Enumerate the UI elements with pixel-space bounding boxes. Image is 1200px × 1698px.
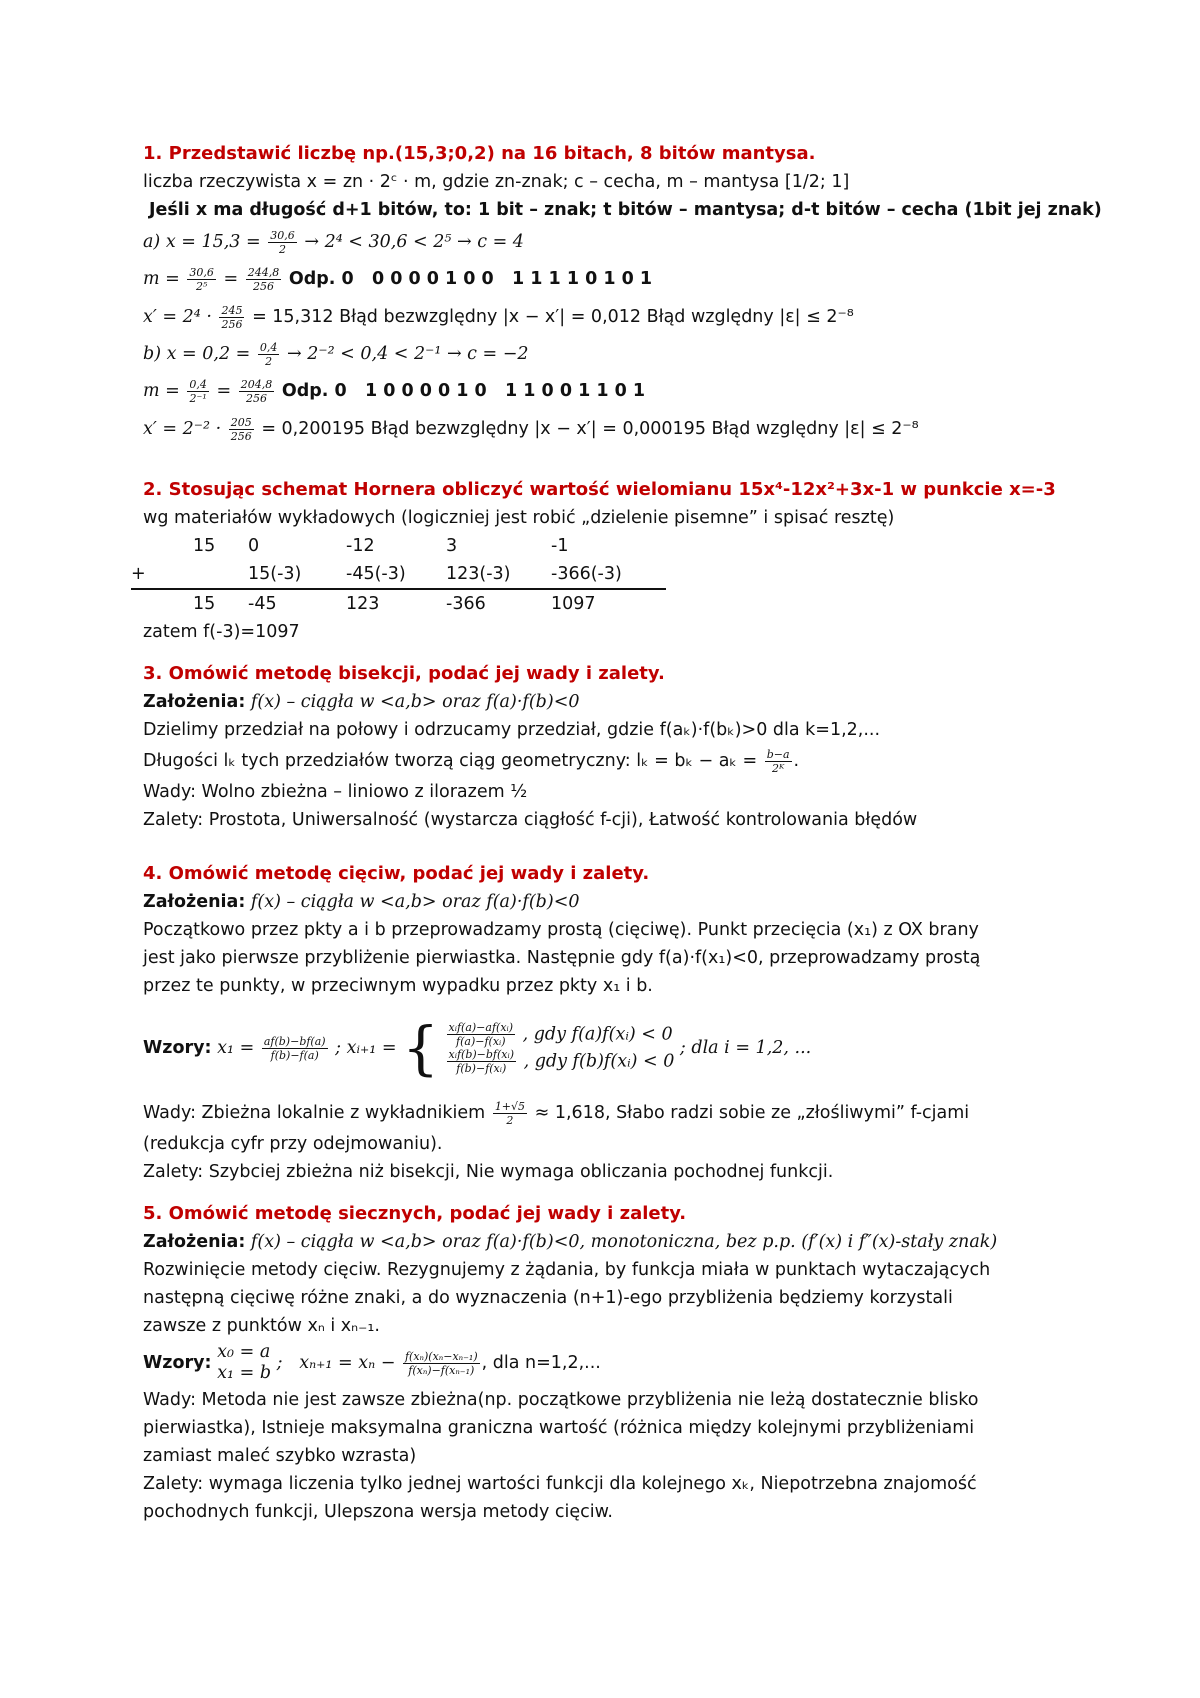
- section-5: [143, 1200, 1063, 1526]
- s1-m2-frac2: [239, 378, 275, 405]
- cell: -366: [446, 589, 551, 618]
- section-3-title: 3. Omówić metodę bisekcji, podać jej wady i zalety.: [143, 663, 665, 684]
- section-2: [131, 476, 1063, 646]
- s1-m1-frac1: [187, 266, 216, 293]
- s1-m1-answer: Odp. 0 0 0 0 0 1 0 0 1 1 1 1 0 1 0 1: [288, 269, 653, 289]
- s1-line-b: [143, 336, 1063, 372]
- cell: 15: [193, 589, 248, 618]
- s5-disadvantages-3: zamiast maleć szybko wzrasta): [143, 1446, 417, 1466]
- section-3: [143, 660, 1063, 834]
- cell: -1: [551, 536, 569, 556]
- num: 205: [230, 415, 252, 429]
- s5-advantages-2: pochodnych funkcji, Ulepszona wersja metody cięciw.: [143, 1502, 613, 1522]
- s5-formulas-post: , dla n=1,2,...: [481, 1353, 601, 1373]
- num: 0,4: [189, 377, 207, 391]
- s4-formulas-post: ; dla i = 1,2, ...: [679, 1038, 812, 1058]
- section-4-title: 4. Omówić metodę cięciw, podać jej wady i zalety.: [143, 863, 650, 884]
- s5-advantages-1: Zalety: wymaga liczenia tylko jednej wartości funkcji dla kolejnego xₖ, Niepotrzebna znajomość: [143, 1474, 977, 1494]
- den: 256: [245, 391, 267, 405]
- s5-line-3: zawsze z punktów xₙ i xₙ₋₁.: [143, 1316, 380, 1336]
- s1-m2-pre: m =: [143, 381, 180, 401]
- s4-frac-x1: [262, 1035, 328, 1062]
- num: f(xₙ)(xₙ−xₙ₋₁): [404, 1349, 478, 1363]
- section-1: [143, 140, 1102, 448]
- s1-m1-pre: m =: [143, 269, 180, 289]
- s3-assumptions-label: Założenia:: [143, 692, 246, 712]
- s4-line-2: jest jako pierwsze przybliżenie pierwiastka. Następnie gdy f(a)·f(x₁)<0, przeprowadzamy prostą: [143, 948, 981, 968]
- section-2-title: 2. Stosując schemat Hornera obliczyć wartość wielomianu 15x⁴-12x²+3x-1 w punkcie x=-3: [143, 479, 1056, 500]
- s5-assumptions-label: Założenia:: [143, 1232, 246, 1252]
- s1-line-1: liczba rzeczywista x = zn · 2ᶜ · m, gdzie zn-znak; c – cecha, m – mantysa [1/2; 1]: [143, 172, 850, 192]
- den: 256: [252, 279, 274, 293]
- s1-x2-post: = 0,200195 Błąd bezwzględny |x − x′| = 0,000195 Błąd względny |ε| ≤ 2⁻⁸: [261, 419, 919, 439]
- cell: [131, 532, 193, 560]
- s3-line-2-post: .: [793, 751, 800, 771]
- section-4: [143, 860, 1063, 1186]
- num: 0,4: [259, 340, 278, 354]
- s5-xn1: ; xₙ₊₁ = xₙ −: [276, 1353, 396, 1373]
- num: xᵢf(b)−bf(xᵢ): [448, 1048, 514, 1061]
- s1-x1-post: = 15,312 Błąd bezwzględny |x − x′| = 0,012 Błąd względny |ε| ≤ 2⁻⁸: [252, 307, 854, 327]
- cell: 15(-3): [248, 564, 302, 584]
- s1-b-pre: b) x = 0,2 =: [143, 344, 251, 364]
- s4-line-1: Początkowo przez pkty a i b przeprowadzamy prostą (cięciwę). Punkt przecięcia (x₁) z OX brany: [143, 920, 979, 940]
- den: 2ᴷ: [772, 761, 785, 775]
- s4-case-2-frac: [447, 1048, 516, 1075]
- den: 2⁻¹: [189, 391, 207, 405]
- s5-x0: x₀ = a: [217, 1342, 271, 1362]
- s5-frac: [403, 1350, 480, 1377]
- cell: -45: [248, 589, 346, 618]
- horner-row-result: [131, 589, 666, 618]
- num: 244,8: [247, 265, 280, 279]
- cell: 3: [446, 536, 458, 556]
- s1-a-pre: a) x = 15,3 =: [143, 232, 261, 252]
- s1-x2-pre: x′ = 2⁻² ·: [143, 419, 222, 439]
- s2-result: zatem f(-3)=1097: [143, 622, 300, 642]
- s1-line-a: [143, 224, 1063, 260]
- cell: -12: [346, 536, 375, 556]
- s5-x1: x₁ = b: [217, 1363, 272, 1383]
- s5-disadvantages-1: Wady: Metoda nie jest zawsze zbieżna(np. początkowe przybliżenia nie leżą dostatecznie blisko: [143, 1390, 979, 1410]
- cell: 0: [248, 536, 260, 556]
- s4-cases: [445, 1021, 675, 1075]
- den: 2: [279, 242, 287, 256]
- s5-assumptions: [143, 1228, 1063, 1256]
- num: b−a: [766, 747, 790, 761]
- s1-m2-answer: Odp. 0 1 0 0 0 0 1 0 1 1 0 0 1 1 0 1: [281, 381, 646, 401]
- s4-case-1-cond: , gdy f(a)f(xᵢ) < 0: [522, 1024, 673, 1045]
- den: f(a)−f(xᵢ): [456, 1035, 506, 1048]
- num: xᵢf(a)−af(xᵢ): [448, 1021, 514, 1034]
- brace-icon: {: [402, 1014, 439, 1082]
- s1-line-x1: [143, 298, 1063, 336]
- num: 204,8: [240, 377, 273, 391]
- s1-b-post: → 2⁻² < 0,4 < 2⁻¹ → c = −2: [286, 344, 529, 364]
- den: 2⁵: [195, 279, 208, 293]
- s4-assumptions: [143, 888, 1063, 916]
- s1-b-frac: [258, 341, 280, 368]
- s3-disadvantages: Wady: Wolno zbieżna – liniowo z ilorazem ½: [143, 782, 528, 802]
- horner-row-products: [131, 560, 666, 589]
- s1-m2-frac1: [187, 378, 209, 405]
- cell: [193, 560, 248, 589]
- cell: 15: [193, 536, 216, 556]
- s1-line-m2: m = $\frac{0,4}{\text{2⁻¹}}$ = $\frac{204,8}{256}$ Odp. 0 1 0 0 0 0 1 0 1 1 0 0 1 1 0 1: [143, 377, 646, 405]
- s4-disadvantages-pre: Wady: Zbieżna lokalnie z wykładnikiem: [143, 1103, 486, 1123]
- s4-formulas: [143, 1000, 1063, 1096]
- s4-assumptions-text: f(x) – ciągła w <a,b> oraz f(a)·f(b)<0: [250, 892, 580, 912]
- s1-a-frac: [268, 229, 297, 256]
- num: 245: [221, 303, 243, 317]
- s4-line-3: przez te punkty, w przeciwnym wypadku przez pkty x₁ i b.: [143, 976, 653, 996]
- s3-assumptions-text: f(x) – ciągła w <a,b> oraz f(a)·f(b)<0: [250, 692, 580, 712]
- s3-line-2-pre: Długości lₖ tych przedziałów tworzą ciąg geometryczny: lₖ = bₖ − aₖ =: [143, 751, 758, 771]
- s4-x1: x₁ =: [217, 1038, 255, 1058]
- s4-case-2: [445, 1048, 675, 1075]
- s1-m1-frac2: [246, 266, 282, 293]
- section-1-title: 1. Przedstawić liczbę np.(15,3;0,2) na 16 bitach, 8 bitów mantysa.: [143, 143, 816, 164]
- den: 256: [221, 317, 243, 331]
- s4-disadvantages-post: ≈ 1,618, Słabo radzi sobie ze „złośliwymi” f-cjami: [534, 1103, 970, 1123]
- num: af(b)−bf(a): [263, 1034, 326, 1048]
- den: f(b)−f(xᵢ): [456, 1062, 507, 1075]
- num: 30,6: [189, 265, 214, 279]
- s3-frac: [765, 748, 792, 775]
- s4-formulas-label: Wzory:: [143, 1038, 212, 1058]
- s3-advantages: Zalety: Prostota, Uniwersalność (wystarcza ciągłość f-cji), Łatwość kontrolowania błędów: [143, 810, 918, 830]
- s1-line-x2: [143, 410, 1063, 448]
- s1-line-2: Jeśli x ma długość d+1 bitów, to: 1 bit – znak; t bitów – mantysa; d-t bitów – cecha (1bit jej znak): [149, 200, 1102, 220]
- den: f(xₙ)−f(xₙ₋₁): [408, 1363, 475, 1377]
- s5-initial: [217, 1342, 271, 1384]
- s4-case-1-frac: [447, 1021, 515, 1048]
- s4-assumptions-label: Założenia:: [143, 892, 246, 912]
- cell: 123(-3): [446, 564, 511, 584]
- den: 2: [506, 1113, 514, 1127]
- s4-advantages: Zalety: Szybciej zbieżna niż bisekcji, Nie wymaga obliczania pochodnej funkcji.: [143, 1162, 834, 1182]
- s1-x1-frac: [219, 304, 244, 331]
- s1-a-post: → 2⁴ < 30,6 < 2⁵ → c = 4: [304, 232, 524, 252]
- s3-line-1: Dzielimy przedział na połowy i odrzucamy przedział, gdzie f(aₖ)·f(bₖ)>0 dla k=1,2,...: [143, 720, 881, 740]
- s4-golden-frac: [493, 1100, 527, 1127]
- s4-xi1: ; xᵢ₊₁ =: [335, 1038, 397, 1058]
- s5-line-2: następną cięciwę różne znaki, a do wyznaczenia (n+1)-ego przybliżenia będziemy korzystali: [143, 1288, 953, 1308]
- den: 2: [265, 354, 273, 368]
- cell: -366(-3): [551, 564, 622, 584]
- s4-disadvantages-2: (redukcja cyfr przy odejmowaniu).: [143, 1134, 443, 1154]
- section-5-title: 5. Omówić metodę siecznych, podać jej wady i zalety.: [143, 1203, 687, 1224]
- s1-x2-frac: [229, 416, 254, 443]
- den: f(b)−f(a): [270, 1048, 319, 1062]
- s5-assumptions-text: f(x) – ciągła w <a,b> oraz f(a)·f(b)<0, monotoniczna, bez p.p. (f′(x) i f″(x)-stały znak): [250, 1232, 998, 1252]
- s5-formulas: [143, 1340, 1063, 1386]
- s1-line-m1: m = $\frac{30,6}{\text{2⁵}}$ = $\frac{244,8}{256}$ Odp. 0 0 0 0 0 1 0 0 1 1 1 1 0 1 0 1: [143, 265, 653, 293]
- s3-assumptions: [143, 688, 1063, 716]
- num: 30,6: [270, 228, 295, 242]
- s2-line-1: wg materiałów wykładowych (logiczniej jest robić „dzielenie pisemne” i spisać resztę): [143, 508, 895, 528]
- horner-table: [131, 532, 666, 618]
- num: 1+√5: [494, 1099, 526, 1113]
- cell: 1097: [551, 589, 666, 618]
- s4-disadvantages: [143, 1096, 1063, 1130]
- horner-row-coefficients: [131, 532, 666, 560]
- s3-line-2: [143, 744, 1063, 778]
- s5-formulas-label: Wzory:: [143, 1353, 212, 1373]
- s4-case-1: [445, 1021, 675, 1048]
- s4-case-2-cond: , gdy f(b)f(xᵢ) < 0: [523, 1051, 675, 1072]
- s5-line-1: Rozwinięcie metody cięciw. Rezygnujemy z żądania, by funkcja miała w punktach wytaczających: [143, 1260, 991, 1280]
- den: 256: [230, 429, 252, 443]
- cell: +: [131, 564, 146, 584]
- cell: -45(-3): [346, 564, 406, 584]
- s1-x1-pre: x′ = 2⁴ ·: [143, 307, 212, 327]
- cell: [131, 589, 193, 618]
- cell: 123: [346, 589, 446, 618]
- s5-disadvantages-2: pierwiastka), Istnieje maksymalna graniczna wartość (różnica między kolejnymi przybliżeniami: [143, 1418, 975, 1438]
